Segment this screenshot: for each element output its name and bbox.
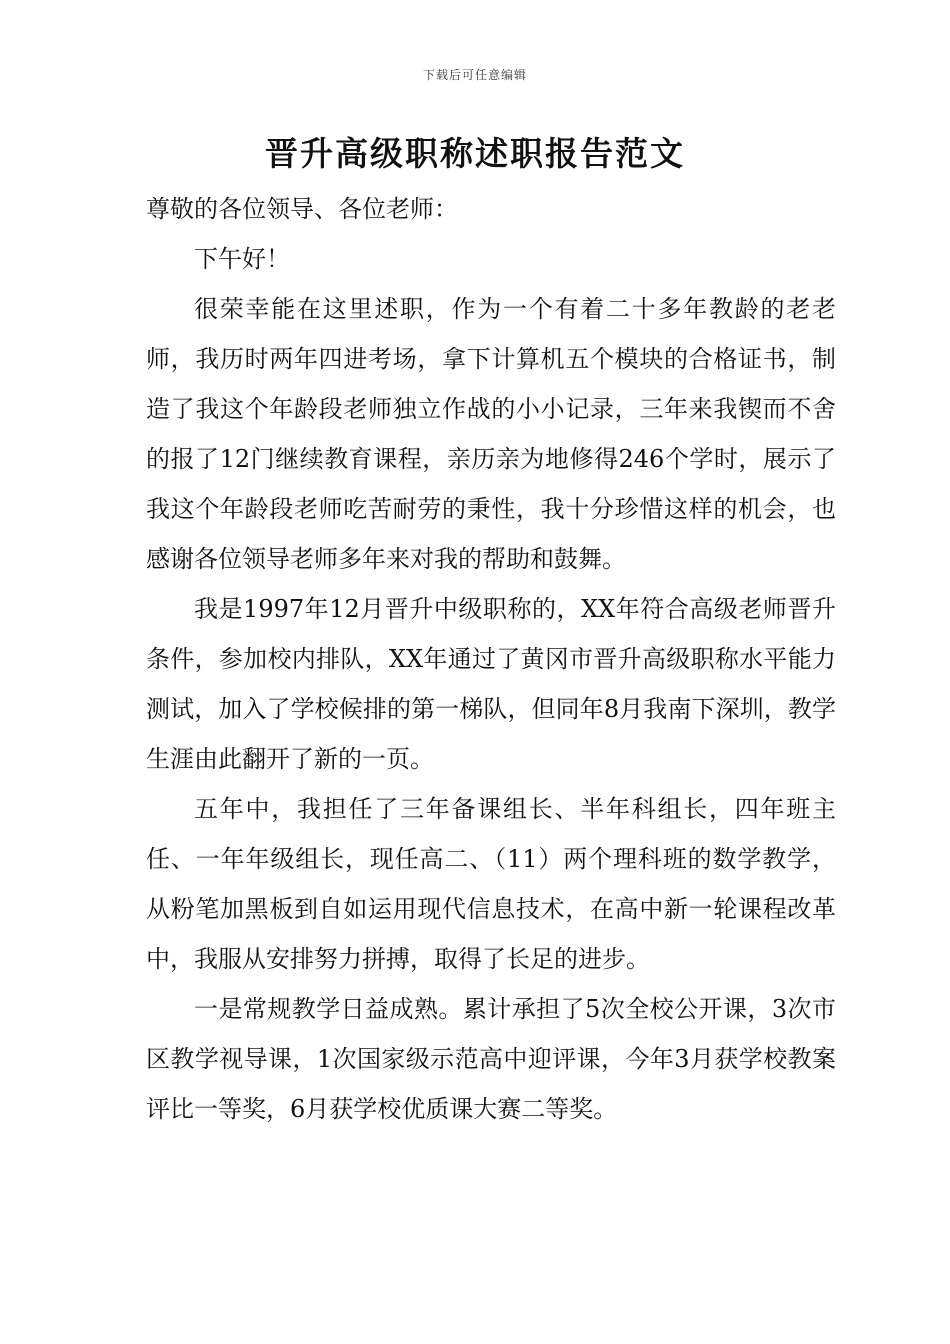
document-title: 晋升高级职称述职报告范文 <box>265 134 685 173</box>
document-body <box>146 184 836 1134</box>
body-paragraph-2: 我是1997年12月晋升中级职称的，XX年符合高级老师晋升条件，参加校内排队，XX年通过了黄冈市晋升高级职称水平能力测试，加入了学校候排的第一梯队，但同年8月我南下深圳，教学生涯由此翻开了新的一页。 <box>146 595 836 773</box>
greeting-paragraph: 下午好！ <box>194 245 290 273</box>
body-paragraph-3: 五年中，我担任了三年备课组长、半年科组长，四年班主任、一年年级组长，现任高二、（11）两个理科班的数学教学，从粉笔加黑板到自如运用现代信息技术，在高中新一轮课程改革中，我服从安排努力拼搏，取得了长足的进步。 <box>146 795 836 973</box>
header-note: 下载后可任意编辑 <box>422 68 527 82</box>
salutation: 尊敬的各位领导、各位老师： <box>146 195 458 223</box>
body-paragraph-4: 一是常规教学日益成熟。累计承担了5次全校公开课，3次市区教学视导课，1次国家级示范高中迎评课，今年3月获学校教案评比一等奖，6月获学校优质课大赛二等奖。 <box>146 995 836 1123</box>
body-paragraph-1: 很荣幸能在这里述职，作为一个有着二十多年教龄的老老师，我历时两年四进考场，拿下计算机五个模块的合格证书，制造了我这个年龄段老师独立作战的小小记录，三年来我锲而不舍的报了12门继续教育课程，亲历亲为地修得246个学时，展示了我这个年龄段老师吃苦耐劳的秉性，我十分珍惜这样的机会，也感谢各位领导老师多年来对我的帮助和鼓舞。 <box>146 295 836 573</box>
